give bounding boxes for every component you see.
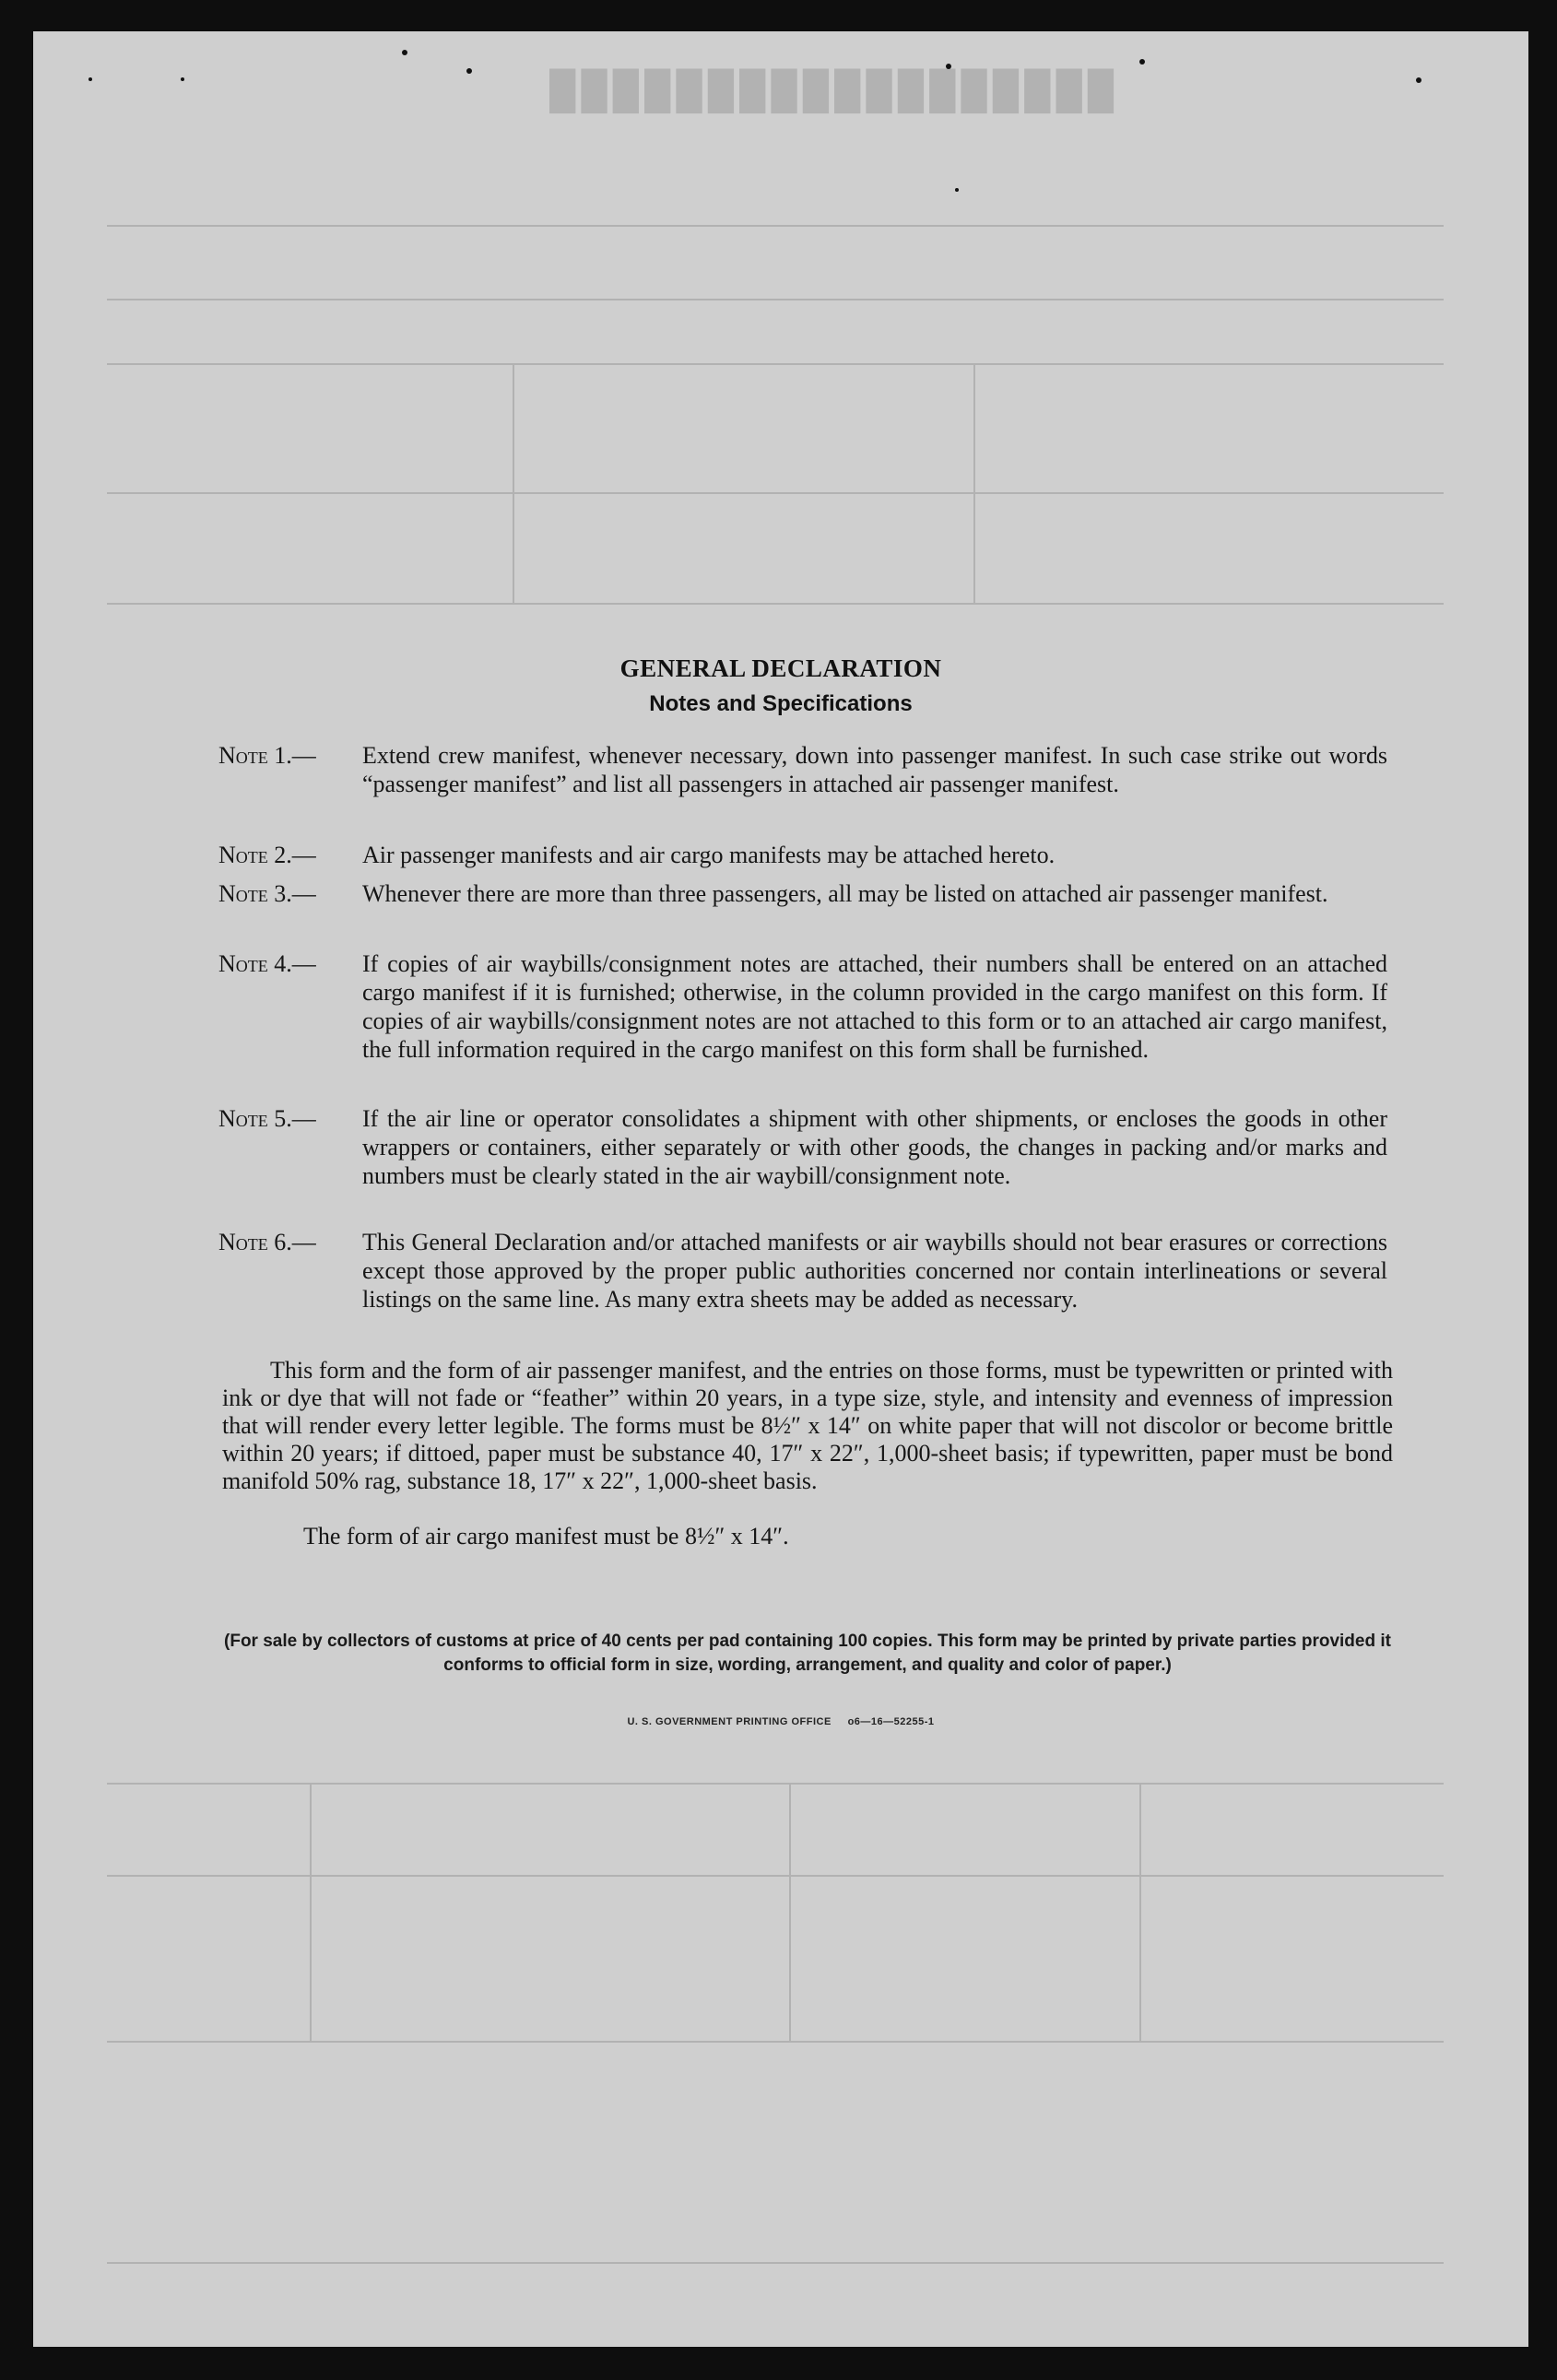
sale-note: (For sale by collectors of customs at price of 40 cents per pad containing 100 copies. This form may be printed by private parties provided it conforms to official form in size, wording, arrangement, and quality and color of paper.) [224, 1632, 1391, 1675]
note-3 [218, 879, 1387, 908]
scan-speck [955, 188, 959, 192]
note-label: Note 6.— [218, 1229, 316, 1255]
scan-speck [88, 77, 92, 81]
note-label: Note 5.— [218, 1105, 316, 1132]
cargo-manifest-size-line: The form of air cargo manifest must be 8½″ x 14″. [303, 1523, 789, 1549]
printing-office-imprint: U. S. GOVERNMENT PRINTING OFFICE o6—16—52255-1 [627, 1716, 935, 1727]
note-5 [218, 1104, 1387, 1190]
scan-speck [466, 68, 472, 74]
note-text: Extend crew manifest, whenever necessary, down into passenger manifest. In such case strike out words “passenger manifest” and list all passengers in attached air passenger manifest. [362, 742, 1387, 797]
note-label: Note 2.— [218, 842, 316, 868]
note-6 [218, 1228, 1387, 1314]
note-2 [218, 841, 1387, 869]
note-text: Air passenger manifests and air cargo manifests may be attached hereto. [362, 842, 1056, 868]
document-page: ██████████████████ GENERAL DECLARATION Notes and Specifications Note 1.— Extend crew manifest, whenever necessary, down into passenger manifest. In such case strike out words “passenger manifest” and list all passengers in attached air passenger manifest. Note 2.— Air passenger manifests and air cargo manifests may be attached hereto. Note 3.— Whenever there are more than three passengers, all may be listed on attached air passenger manifest. Note 4.— If copies of air waybills/consignment notes are attached, their numbers shall be entered on an attached cargo manifest if it is furnished; otherwise, in the column provided in the cargo manifest on this form. If copies of air waybills/consignment notes are not attached to this form or to an attached air cargo manifest, the full information required in the cargo manifest on this form shall be furnished. Note 5.— If the air line or operator consolidates a shipment with other shipments, or encloses the goods in other wrappers or containers, either separately or with other goods, the changes in packing and/or marks and numbers must be clearly stated in the air waybill/consignment note. Note 6.— This General Declaration and/or attached manifests or air waybills should not bear erasures or corrections except those approved by the proper public authorities concerned nor contain interlineations or several listings on the same line. As many extra sheets may be added as necessary. This form and the form of air passenger manifest, and the entries on those forms, must be typewritten or printed with ink or dye that will not fade or “feather” within 20 years, in a type size, style, and intensity and evenness of impression that will render every letter legible. The forms must be 8½″ x 14″ on white paper that will not discolor or become brittle within 20 years; if dittoed, paper must be substance 40, 17″ x 22″, 1,000-sheet basis; if typewritten, paper must be bond manifold 50% rag, substance 18, 17″ x 22″, 1,000-sheet basis. The form of air cargo manifest must be 8½″ x 14″. (For sale by collectors of customs at price of 40 cents per pad containing 100 copies. This form may be printed by private parties provided it conforms to official form in size, wording, arrangement, and quality and color of paper.) U. S. GOVERNMENT PRINTING OFFICE o6—16—52255-1 [33, 31, 1528, 2347]
scan-speck [946, 64, 951, 69]
specification-paragraph: This form and the form of air passenger manifest, and the entries on those forms, must be typewritten or printed with ink or dye that will not fade or “feather” within 20 years, in a type size, style, and intensity and evenness of impression that will render every letter legible. The forms must be 8½″ x 14″ on white paper that will not discolor or become brittle within 20 years; if dittoed, paper must be substance 40, 17″ x 22″, 1,000-sheet basis; if typewritten, paper must be bond manifold 50% rag, substance 18, 17″ x 22″, 1,000-sheet basis. [222, 1357, 1393, 1494]
note-4 [218, 949, 1387, 1064]
note-label: Note 4.— [218, 950, 316, 977]
note-text: This General Declaration and/or attached manifests or air waybills should not bear erasures or corrections except those approved by the proper public authorities concerned nor contain interlineations or several listings on the same line. As many extra sheets may be added as necessary. [362, 1229, 1387, 1313]
document-subtitle: Notes and Specifications [649, 691, 913, 716]
note-1 [218, 741, 1387, 798]
note-label: Note 3.— [218, 880, 316, 907]
note-label: Note 1.— [218, 742, 316, 769]
scan-speck [1416, 77, 1421, 83]
scan-speck [1139, 59, 1145, 65]
scan-speck [402, 50, 407, 55]
note-text: Whenever there are more than three passengers, all may be listed on attached air passenger manifest. [362, 880, 1328, 907]
note-text: If the air line or operator consolidates a shipment with other shipments, or encloses the goods in other wrappers or containers, either separately or with other goods, the changes in packing and/or marks and numbers must be clearly stated in the air waybill/consignment note. [362, 1105, 1387, 1189]
note-text: If copies of air waybills/consignment notes are attached, their numbers shall be entered on an attached cargo manifest if it is furnished; otherwise, in the column provided in the cargo manifest on this form. If copies of air waybills/consignment notes are not attached to this form or to an attached air cargo manifest, the full information required in the cargo manifest on this form shall be furnished. [362, 950, 1387, 1063]
document-title: GENERAL DECLARATION [619, 654, 942, 682]
scan-speck [181, 77, 184, 81]
